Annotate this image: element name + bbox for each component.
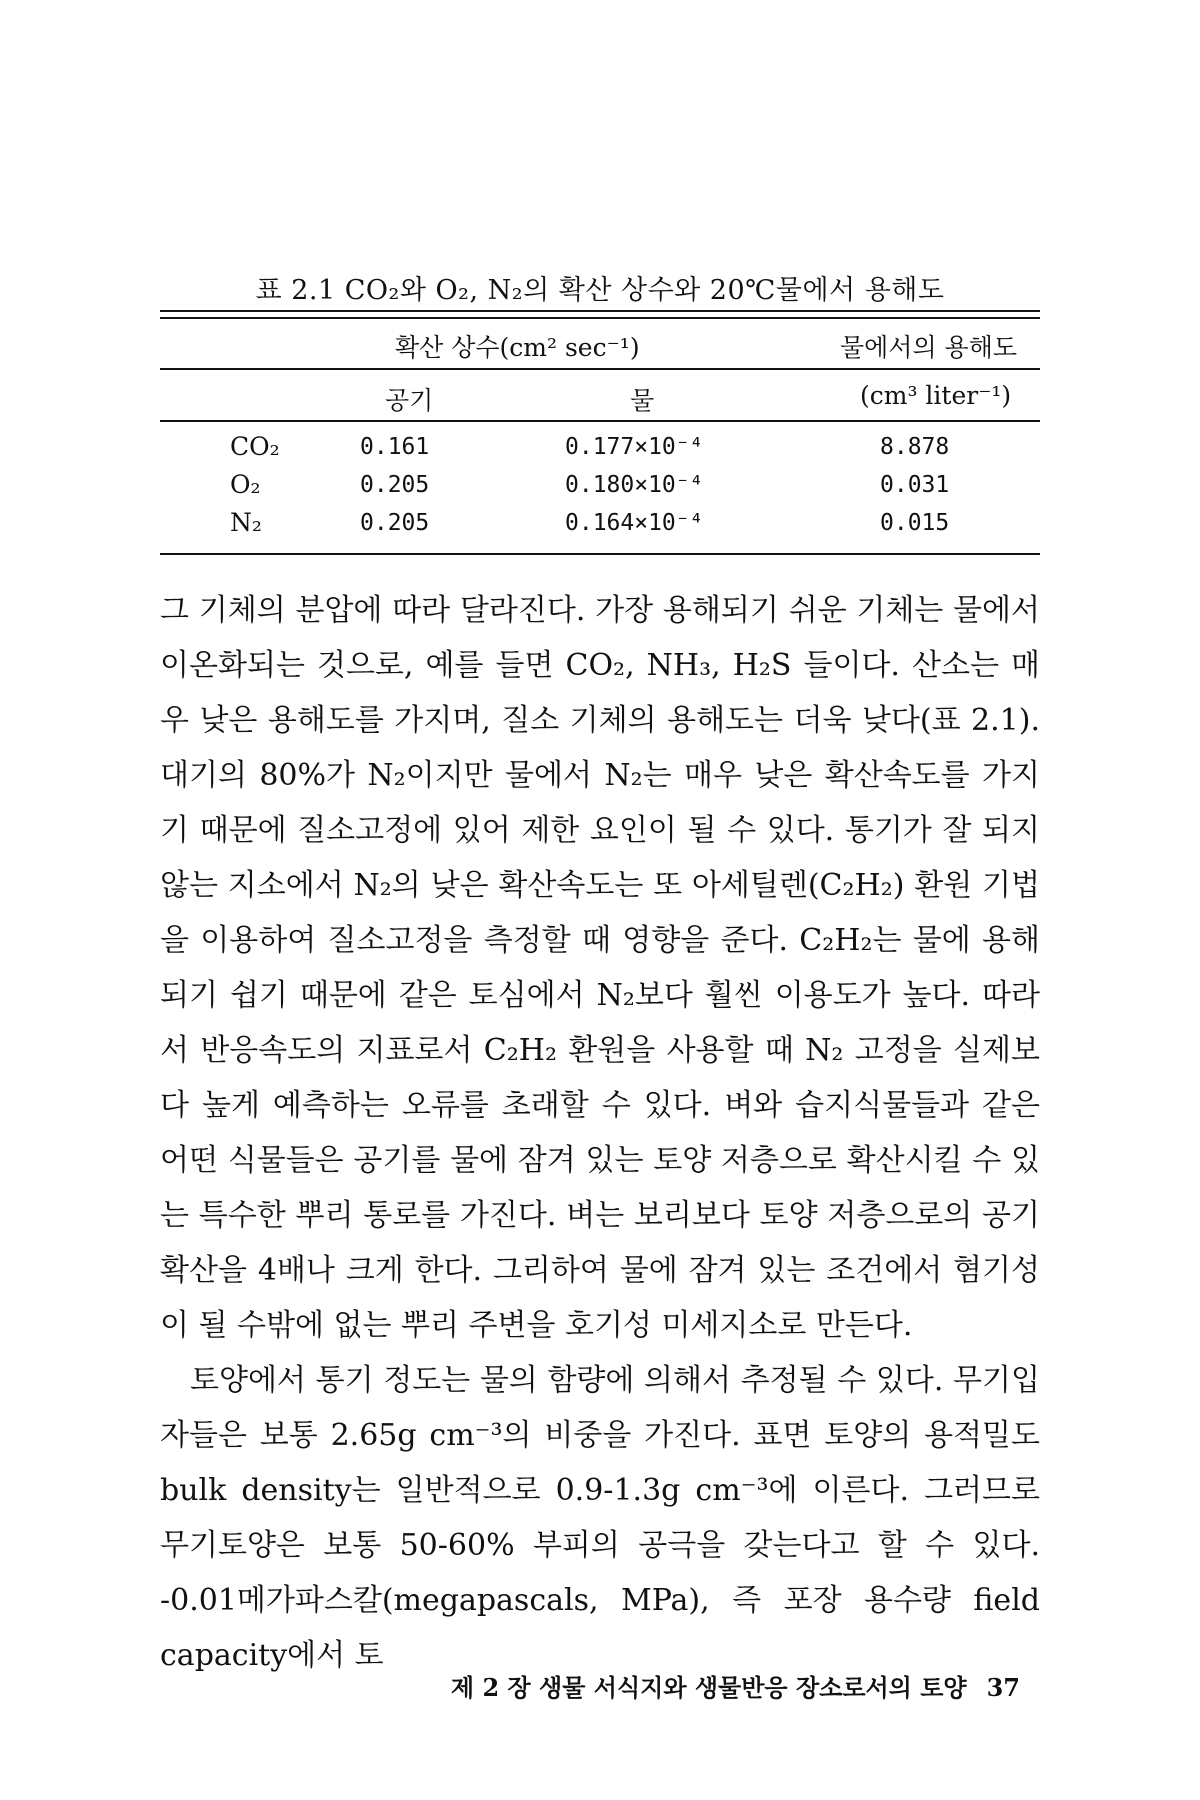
table-caption: 표 2.1 CO₂와 O₂, N₂의 확산 상수와 20℃물에서 용해도 [255,275,945,306]
table-row-gas: N₂ [230,508,262,537]
header-diffusion-constant: 확산 상수(cm² sec⁻¹) [395,333,640,362]
table-cell-solubility: 0.031 [880,472,950,498]
table-cell-water: 0.177×10⁻⁴ [565,434,704,460]
header-water-solubility: 물에서의 용해도 [840,333,1017,362]
header-water: 물 [630,386,655,415]
paragraph: 그 기체의 분압에 따라 달라진다. 가장 용해되기 쉬운 기체는 물에서 이온화되는 것으로, 예를 들면 CO₂, NH₃, H₂S 들이다. 산소는 매우 낮은 용해도를 가지며, 질소 기체의 용해도는 더욱 낮다(표 2.1). 대기의 80%가 N₂이지만 물에서 N₂는 매우 낮은 확산속도를 가지기 때문에 질소고정에 있어 제한 요인이 될 수 있다. 통기가 잘 되지 않는 지소에서 N₂의 낮은 확산속도는 또 아세틸렌(C₂H₂) 환원 기법을 이용하여 질소고정을 측정할 때 영향을 준다. C₂H₂는 물에 용해되기 쉽기 때문에 같은 토심에서 N₂보다 훨씬 이용도가 높다. 따라서 반응속도의 지표로서 C₂H₂ 환원을 사용할 때 N₂ 고정을 실제보다 높게 예측하는 오류를 초래할 수 있다. 벼와 습지식물들과 같은 어떤 식물들은 공기를 물에 잠겨 있는 토양 저층으로 확산시킬 수 있는 특수한 뿌리 통로를 가진다. 벼는 보리보다 토양 저층으로의 공기 확산을 4배나 크게 한다. 그리하여 물에 잠겨 있는 조건에서 혐기성이 될 수밖에 없는 뿌리 주변을 호기성 미세지소로 만든다. [160,593,1040,1343]
table-cell-air: 0.205 [360,510,430,536]
table-cell-water: 0.180×10⁻⁴ [565,472,704,498]
table-cell-air: 0.205 [360,472,430,498]
running-footer [160,1668,1020,1703]
table-top-rule-double [160,317,1040,319]
table-cell-air: 0.161 [360,434,430,460]
table-top-rule [160,310,1040,312]
table-cell-solubility: 8.878 [880,434,950,460]
page-number: 37 [986,1673,1020,1702]
table-header-rule [160,368,1040,370]
table-row-gas: CO₂ [230,432,280,461]
table-cell-solubility: 0.015 [880,510,950,536]
chapter-title: 제 2 장 생물 서식지와 생물반응 장소로서의 토양 [450,1673,967,1702]
table-body-rule [160,420,1040,422]
body-text [160,583,1040,1683]
table-cell-water: 0.164×10⁻⁴ [565,510,704,536]
table-bottom-rule [160,553,1040,555]
header-air: 공기 [385,386,434,415]
header-solubility-unit: (cm³ liter⁻¹) [860,381,1012,410]
paragraph: 토양에서 통기 정도는 물의 함량에 의해서 추정될 수 있다. 무기입자들은 보통 2.65g cm⁻³의 비중을 가진다. 표면 토양의 용적밀도 bulk density는 일반적으로 0.9-1.3g cm⁻³에 이른다. 그러므로 무기토양은 보통 50-60% 부피의 공극을 갖는다고 할 수 있다. -0.01메가파스칼(megapascals, MPa), 즉 포장 용수량 field capacity에서 토 [160,1363,1040,1673]
table-row-gas: O₂ [230,470,261,499]
